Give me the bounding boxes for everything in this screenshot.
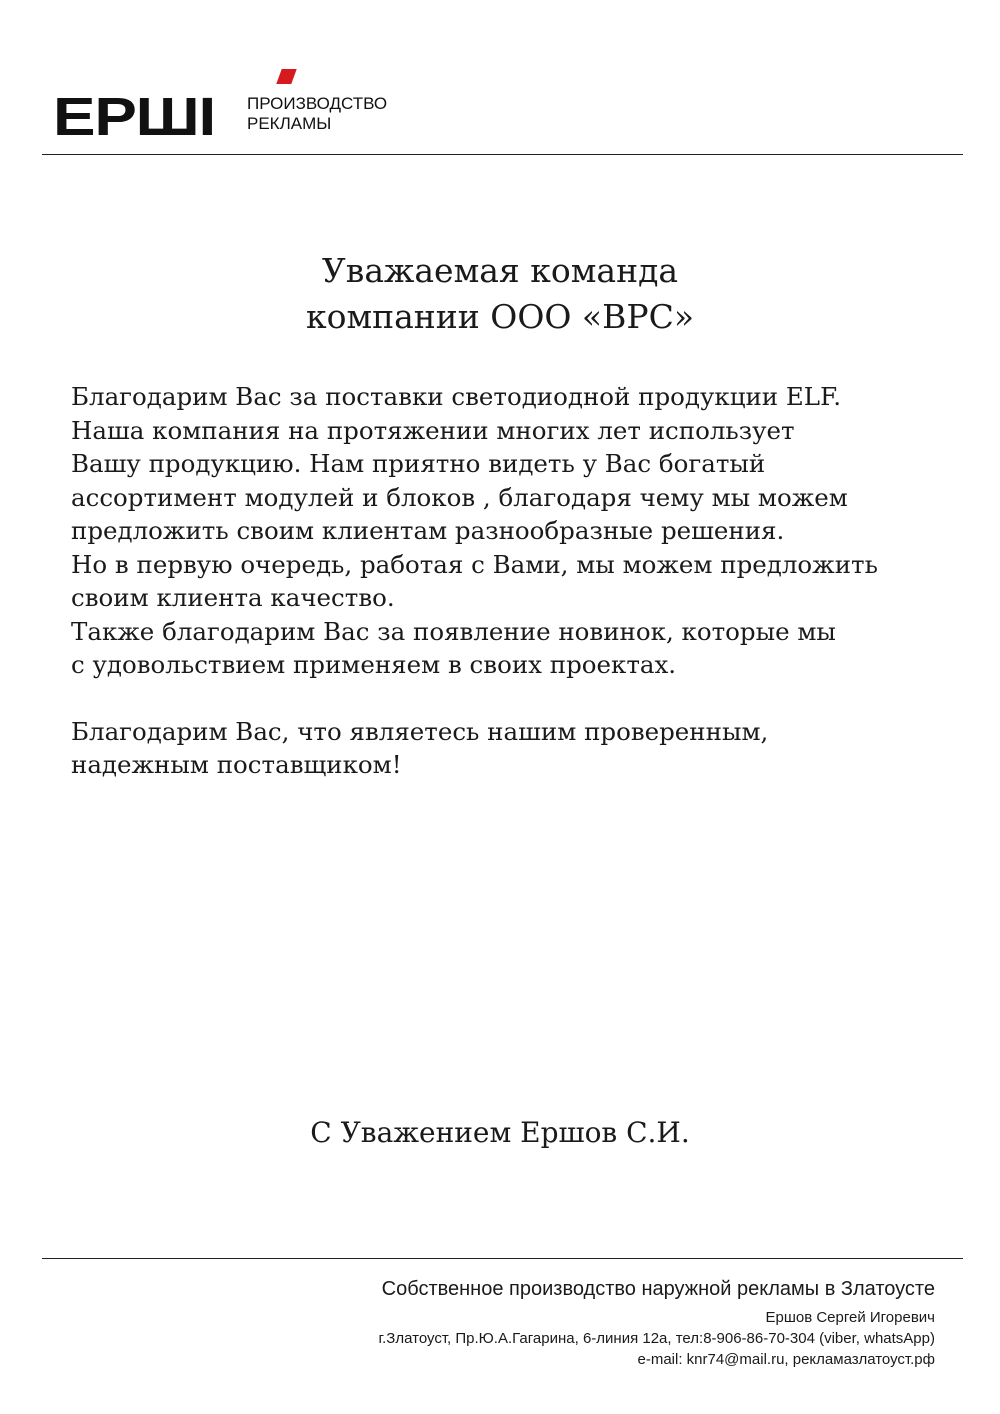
- body-line: Благодарим Вас, что являетесь нашим проверенным,: [71, 716, 769, 746]
- company-logo: [53, 68, 453, 147]
- logo-subtitle-line1: ПРОИЗВОДСТВО: [247, 94, 388, 113]
- logo-subtitle: [247, 94, 387, 134]
- body-line: своим клиента качество.: [71, 583, 395, 612]
- body-line: Также благодарим Вас за появление новинок, которые мы: [71, 616, 836, 646]
- greeting-line-2: компании ООО «ВРС»: [305, 297, 695, 336]
- footer: [135, 1274, 935, 1370]
- letter-greeting: [0, 248, 1000, 340]
- paragraph-gap: [71, 682, 971, 715]
- header-divider: [42, 154, 963, 155]
- logo-wordmark: ЕРШI: [53, 87, 216, 147]
- letter-body: [71, 380, 971, 782]
- footer-name: Ершов Сергей Игоревич: [765, 1309, 935, 1326]
- body-line: надежным поставщиком!: [71, 750, 402, 779]
- footer-address: г.Златоуст, Пр.Ю.А.Гагарина, 6-линия 12а, тел:8-906-86-70-304 (viber, whatsApp): [378, 1330, 935, 1347]
- footer-tagline: Собственное производство наружной рекламы в Златоусте: [381, 1278, 935, 1300]
- footer-contacts: e-mail: knr74@mail.ru, рекламазлатоуст.рф: [637, 1351, 935, 1368]
- body-line: Но в первую очередь, работая с Вами, мы можем предложить: [71, 549, 878, 579]
- greeting-line-1: Уважаемая команда: [321, 251, 679, 290]
- body-line: Благодарим Вас за поставки светодиодной продукции ELF.: [71, 382, 842, 411]
- logo-accent-mark: [276, 69, 296, 84]
- footer-divider: [42, 1258, 963, 1259]
- body-line: ассортимент модулей и блоков , благодаря чему мы можем: [71, 482, 848, 512]
- body-line: предложить своим клиентам разнообразные решения.: [71, 516, 785, 545]
- body-line: Наша компания на протяжении многих лет использует: [71, 415, 795, 445]
- body-line: с удовольствием применяем в своих проектах.: [71, 650, 677, 679]
- body-line: Вашу продукцию. Нам приятно видеть у Вас богатый: [71, 449, 766, 478]
- letter-signature: С Уважением Ершов С.И.: [310, 1116, 690, 1149]
- logo-subtitle-line2: РЕКЛАМЫ: [247, 114, 332, 133]
